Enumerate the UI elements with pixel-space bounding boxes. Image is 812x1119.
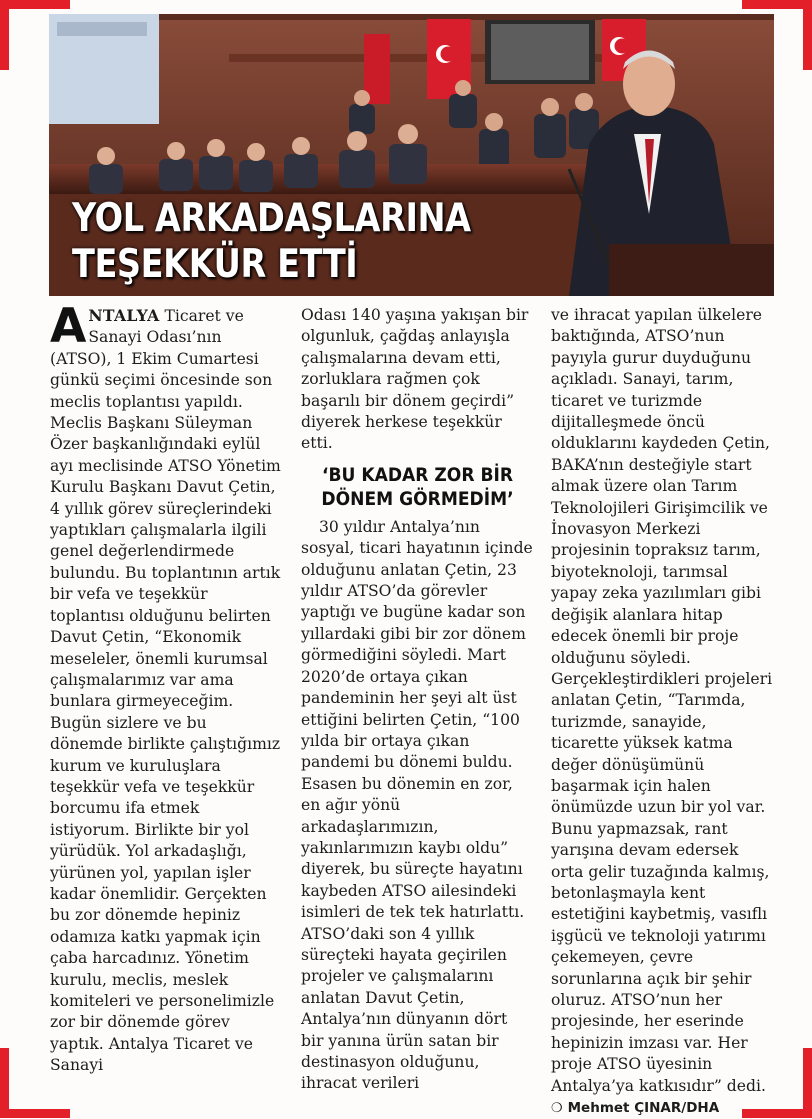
article-column-1 (50, 299, 282, 1077)
headline-line-1: YOL ARKADAŞLARINA (72, 196, 471, 241)
column-2-top-text: Odası 140 yaşına yakışan bir olgunluk, çağdaş anlayışla çalışmalarına devam etti, zorluklara rağmen çok başarılı bir dönem geçirdi” diyerek herkese teşekkür etti. (301, 306, 529, 453)
crop-mark-top-right (742, 0, 812, 9)
article-column-3 (551, 305, 773, 1119)
lead-paragraph (50, 299, 282, 1077)
headline-line-2: TEŞEKKÜR ETTİ (72, 242, 358, 287)
column-2-bottom-text: 30 yıldır Antalya’nın sosyal, ticari hayatının içinde olduğunu anlatan Çetin, 23 yıldır ATSO’da görevler yaptığı ve bugüne kadar son yıllardaki gibi bir zor dönem görmediğini söyledi. Mart 2020’de ortaya çıkan pandeminin her şeyi alt üst ettiğini belirten Çetin, “100 yılda bir ortaya çıkan pandemi bu dönemi buldu. Esasen bu dönemin en zor, en ağır yönü arkadaşlarımızın, yakınlarımızın kaybı oldu” diyerek, bu süreçte hayatını kaybeden ATSO ailesindeki isimleri de tek tek hatırlattı. ATSO’daki son 4 yıllık süreçteki hayata geçirilen projeler ve çalışmalarını anlatan Davut Çetin, Antalya’nın dünyanın dört bir yanına ürün satan bir destinasyon olduğunu, ihracat verileri (301, 517, 533, 1093)
headline (72, 196, 471, 288)
lectern (609, 244, 774, 296)
column-1-text: Ticaret ve Sanayi Odası’nın (ATSO), 1 Ekim Cumartesi günkü seçimi öncesinde son meclis toplantısı yapıldı. Meclis Başkanı Süleyman Özer başkanlığındaki eylül ayı meclisinde ATSO Yönetim Kurulu Başkanı Davut Çetin, 4 yıllık görev süreçlerindeki yaptıkları çalışmalarla ilgili genel değerlendirmede bulundu. Bu toplantının artık bir vefa ve teşekkür toplantısı olduğunu belirten Davut Çetin, “Ekonomik meseleler, önemli kurumsal çalışmalarımız var ama bunlara girmeyeceğim. Bugün sizlere ve bu dönemde birlikte çalıştığımız kurum ve kuruluşlara teşekkür vefa ve teşekkür borcumu ifa etmek istiyorum. Birlikte bir yol yürüdük. Yol arkadaşlığı, yürünen yol, yapılan işler kadar önemlidir. Gerçekten bu zor dönemde hepiniz odamıza katkı yapmak için çaba harcadınız. Yönetim kurulu, meclis, meslek komiteleri ve personelimizle zor bir dönemde görev yaptık. Antalya Ticaret ve Sanayi (50, 307, 281, 1075)
byline: Mehmet ÇINAR/DHA (567, 1100, 720, 1117)
crop-mark-top-right-vertical (803, 0, 812, 70)
lead-word: NTALYA (88, 306, 160, 325)
crop-mark-bottom-left (0, 1109, 70, 1118)
byline-bullet-icon: ❍ (551, 1101, 563, 1117)
article-column-2 (301, 305, 534, 1095)
crop-mark-top-left-vertical (0, 0, 9, 70)
subheading-line-2: DÖNEM GÖRMEDİM’ (321, 487, 514, 510)
crop-mark-bottom-left-vertical (0, 1048, 9, 1118)
column-3-text: ve ihracat yapılan ülkelere baktığında, ATSO’nun payıyla gurur duyduğunu açıkladı. Sanayi, tarım, ticaret ve turizmde dijitalleşmede öncü olduklarını kaydeden Çetin, BAKA’nın desteğiyle start almak üzere olan Tarım Teknolojileri Girişimcilik ve İnovasyon Merkezi projesinin topraksız tarım, biyoteknoloji, tarımsal yapay zeka yazılımları gibi değişik alanlara hitap edecek önemli bir proje olduğunu söyledi. Gerçekleştirdikleri projeleri anlatan Çetin, “Tarımda, turizmde, sanayide, ticarette yüksek katma değer dönüşümünü başarmak için halen önümüzde uzun bir yol var. Bunu yapmazsak, rant yarışına devam edersek orta gelir tuzağında kalmış, betonlaşmayla kent estetiğini kaybetmiş, vasıflı işgücü ve teknoloji yatırımı çekemeyen, çevre sorunlarına açık bir şehir oluruz. ATSO’nun her projesinde, her eserinde hepinizin imzası var. Her proje ATSO üyesinin Antalya’ya katkısıdır” dedi. (551, 306, 773, 1095)
crop-mark-top-left (0, 0, 70, 9)
drop-cap: A (50, 299, 87, 354)
crop-mark-bottom-right-vertical (803, 1048, 812, 1118)
subheading-line-1: ‘BU KADAR ZOR BİR (321, 463, 514, 486)
column-3-paragraph (551, 305, 773, 1119)
subheading (313, 463, 523, 511)
